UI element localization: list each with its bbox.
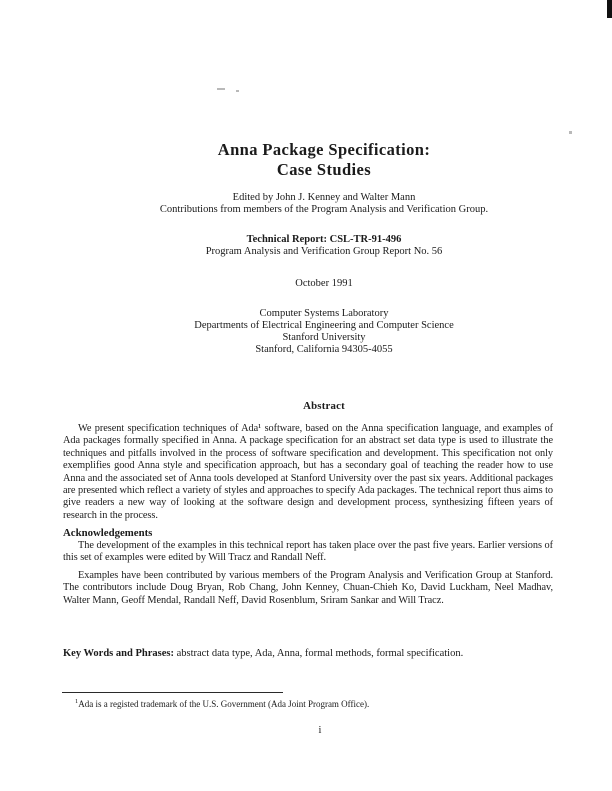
footnote-marker: 1 [75,698,79,705]
report-title-line2: Case Studies [276,160,372,179]
edited-by-line: Edited by John J. Kenney and Walter Mann [232,192,416,203]
group-report-number: Program Analysis and Verification Group Report No. 56 [205,246,443,257]
technical-report-number: Technical Report: CSL-TR-91-496 [246,234,402,245]
footnote [63,696,543,710]
keywords-label: Key Words and Phrases: [63,648,174,659]
abstract-heading: Abstract [303,400,345,412]
scan-corner-mark [607,0,612,18]
abstract-section [63,423,553,522]
abstract-paragraph: We present specification techniques of Ada¹ software, based on the Anna specification language, and examples of Ada packages formally specified in Anna. A package specification for an abstract set data type is used to illustrate the techniques and pitfalls involved in the process of software specification and development. This specification not only exemplifies good Anna style and specification approach, but has a secondary goal of teaching the reader how to use Anna and the associated set of Anna tools developed at Stanford University over the past six years. Additional packages are presented which reflect a variety of styles and approaches to specify Ada packages. The technical report thus aims to give readers a new way of looking at the software design and development process, synthesizing fifteen years of research in the process. [63,423,553,521]
affiliation-departments: Departments of Electrical Engineering and Computer Science [194,320,454,331]
scan-artifact [236,90,239,92]
footnote-text: Ada is a registed trademark of the U.S. Government (Ada Joint Program Office). [78,699,370,709]
acknowledgements-paragraph-1-wrap [63,540,553,565]
contributions-line: Contributions from members of the Program Analysis and Verification Group. [159,204,489,215]
affiliation-lab: Computer Systems Laboratory [259,308,389,319]
acknowledgements-paragraph-1: The development of the examples in this technical report has taken place over the past five years. Earlier versions of this set of examples were edited by Will Tracz and Randall Neff. [63,540,553,564]
acknowledgements-heading: Acknowledgements [63,527,153,539]
scan-artifact [569,131,572,134]
keywords-line [63,648,553,659]
scan-artifact [217,88,225,90]
keywords-text: abstract data type, Ada, Anna, formal methods, formal specification. [176,648,464,659]
page-number: i [318,725,322,736]
affiliation-university: Stanford University [282,332,366,343]
acknowledgements-paragraph-2: Examples have been contributed by various members of the Program Analysis and Verification Group at Stanford. The contributors include Doug Bryan, Rob Chang, John Kenney, Chuan-Chieh Ko, David Luckham, Neel Madhav, Walter Mann, Geoff Mendal, Randall Neff, David Rosenblum, Sriram Sankar and Will Tracz. [63,570,553,606]
acknowledgements-paragraph-2-wrap [63,570,553,607]
publication-date: October 1991 [295,278,353,289]
affiliation-address: Stanford, California 94305-4055 [255,344,393,355]
footnote-rule [62,692,283,693]
report-title-line1: Anna Package Specification: [217,140,431,159]
affiliation-block [34,308,612,356]
